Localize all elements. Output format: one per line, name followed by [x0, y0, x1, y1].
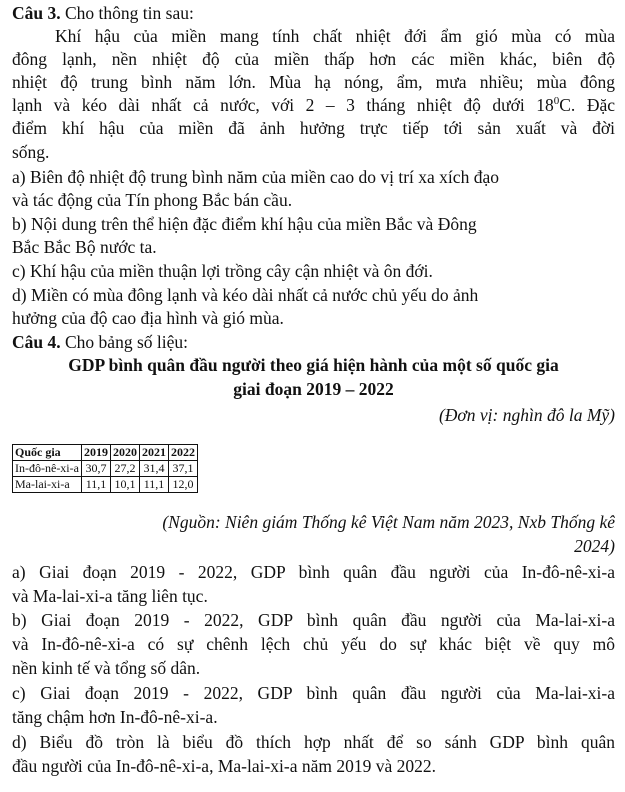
q4-label: Câu 4. — [12, 332, 61, 352]
table-cell: 37,1 — [168, 461, 197, 477]
table-cell: 30,7 — [81, 461, 110, 477]
q3-paragraph-line: điểm khí hậu của miền đã ảnh hưởng trực tiếp tới sản xuất và đời — [12, 118, 615, 138]
table-cell: 31,4 — [139, 461, 168, 477]
q4-unit: (Đơn vị: nghìn đô la Mỹ) — [438, 405, 615, 425]
q4-title-line: giai đoạn 2019 – 2022 — [233, 379, 394, 399]
q3-statement-a: a) Biên độ nhiệt độ trung bình năm của miền cao do vị trí xa xích đạo — [12, 167, 499, 187]
q4-statement-d: d) Biểu đồ tròn là biểu đồ thích hợp nhất để so sánh GDP bình quân — [12, 732, 615, 752]
q3-line4-superscript: 0 — [553, 95, 560, 107]
table-header-cell: 2022 — [168, 445, 197, 461]
q4-title-line: GDP bình quân đầu người theo giá hiện hành của một số quốc gia — [68, 355, 559, 375]
table-header-cell: 2021 — [139, 445, 168, 461]
q4-statement-a-cont: và Ma-lai-xi-a tăng liên tục. — [12, 586, 208, 606]
table-cell: 27,2 — [110, 461, 139, 477]
q3-statement-b: b) Nội dung trên thể hiện đặc điểm khí hậu của miền Bắc và Đông — [12, 214, 477, 234]
table-cell-country: Ma-lai-xi-a — [13, 477, 82, 493]
table-cell: 12,0 — [168, 477, 197, 493]
q3-paragraph-line: đông lạnh, nền nhiệt độ của miền thấp hơn các miền khác, biên độ — [12, 49, 615, 69]
q3-paragraph-line-4 — [12, 94, 615, 118]
q3-statement-b-cont: Bắc Bắc Bộ nước ta. — [12, 237, 157, 257]
q3-statement-d: d) Miền có mùa đông lạnh và kéo dài nhất cả nước chủ yếu do ảnh — [12, 285, 479, 305]
q4-statement-c-cont: tăng chậm hơn In-đô-nê-xi-a. — [12, 707, 218, 727]
q3-line4-post: C. Đặc — [559, 95, 615, 115]
gdp-table — [12, 444, 198, 493]
table-header-cell: Quốc gia — [13, 445, 82, 461]
q3-label: Câu 3. — [12, 3, 61, 23]
table-cell-country: In-đô-nê-xi-a — [13, 461, 82, 477]
q3-paragraph-line: nhiệt độ trung bình năm lớn. Mùa hạ nóng, ẩm, mưa nhiều; mùa đông — [12, 72, 615, 92]
q4-statement-c: c) Giai đoạn 2019 - 2022, GDP bình quân đầu người của Ma-lai-xi-a — [12, 683, 615, 703]
table-header-cell: 2019 — [81, 445, 110, 461]
q3-statement-c: c) Khí hậu của miền thuận lợi trồng cây cận nhiệt và ôn đới. — [12, 261, 433, 281]
q3-statement-a-cont: và tác động của Tín phong Bắc bán cầu. — [12, 190, 293, 210]
table-cell: 11,1 — [81, 477, 110, 493]
q4-source-cont: 2024) — [574, 536, 615, 556]
q3-line4-pre: lạnh và kéo dài nhất cả nước, với 2 – 3 tháng nhiệt độ dưới 18 — [12, 95, 554, 115]
q3-intro: Cho thông tin sau: — [65, 3, 194, 23]
q3-statement-d-cont: hưởng của độ cao địa hình và gió mùa. — [12, 308, 284, 328]
q4-heading — [12, 331, 615, 355]
table-header-row — [13, 445, 198, 461]
q4-statement-b-cont: và In-đô-nê-xi-a có sự chênh lệch chủ yếu do sự khác biệt về quy mô — [12, 634, 615, 654]
q3-paragraph-line: Khí hậu của miền mang tính chất nhiệt đới ẩm gió mùa có mùa — [55, 26, 615, 46]
q4-statement-a: a) Giai đoạn 2019 - 2022, GDP bình quân đầu người của In-đô-nê-xi-a — [12, 562, 615, 582]
q3-paragraph-line: sống. — [12, 142, 50, 162]
table-row — [13, 477, 198, 493]
table-cell: 11,1 — [139, 477, 168, 493]
q4-statement-b-cont: nền kinh tế và tổng số dân. — [12, 658, 201, 678]
table-cell: 10,1 — [110, 477, 139, 493]
q4-table-title — [12, 354, 615, 378]
q3-heading — [12, 2, 615, 26]
table-row — [13, 461, 198, 477]
table-header-cell: 2020 — [110, 445, 139, 461]
q4-statement-b: b) Giai đoạn 2019 - 2022, GDP bình quân đầu người của Ma-lai-xi-a — [12, 610, 615, 630]
q4-statement-d-cont: đầu người của In-đô-nê-xi-a, Ma-lai-xi-a năm 2019 và 2022. — [12, 756, 437, 776]
q4-intro: Cho bảng số liệu: — [65, 332, 188, 352]
q4-table-title-cont — [12, 378, 615, 402]
q4-source: (Nguồn: Niên giám Thống kê Việt Nam năm 2023, Nxb Thống kê — [162, 512, 615, 532]
